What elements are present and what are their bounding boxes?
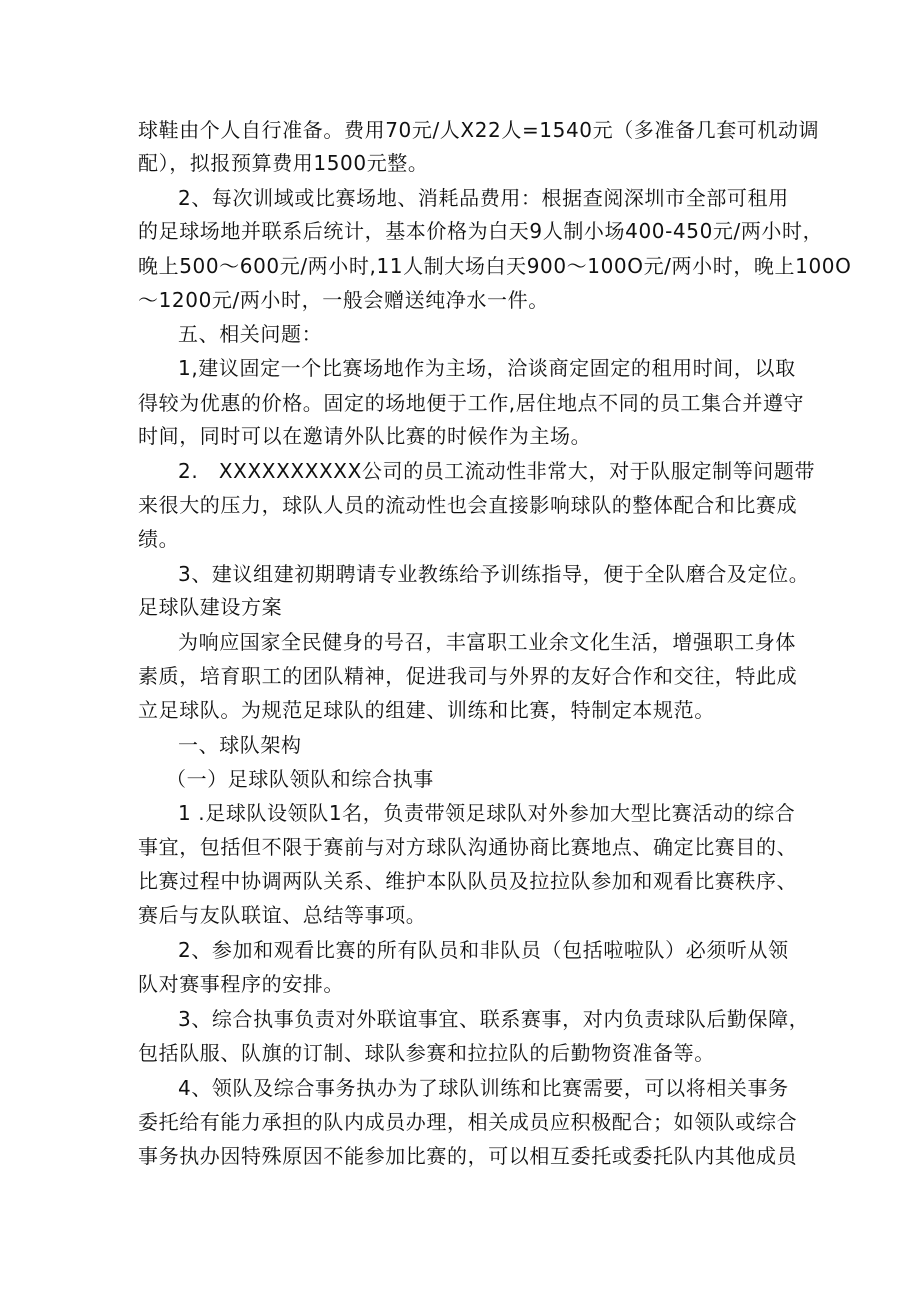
text-line: 赛后与友队联谊、总结等事项。 [138, 903, 427, 927]
text-line: 绩。 [138, 527, 180, 551]
text-line: 得较为优惠的价格。固定的场地便于工作,居住地点不同的员工集合并遵守 [138, 391, 805, 415]
text-line: 比赛过程中协调两队关系、维护本队队员及拉拉队参加和观看比赛秩序、 [138, 869, 798, 893]
text-line: 晚上500～600元/两小时,11人制大场白天900～100O元/两小时，晚上100O [138, 254, 852, 278]
text-line: 4、领队及综合事务执办为了球队训练和比赛需要，可以将相关事务 [178, 1076, 789, 1100]
document-title: 足球队建设方案 [138, 595, 283, 619]
text-line: 事宜，包括但不限于赛前与对方球队沟通协商比赛地点、确定比赛目的、 [138, 835, 798, 859]
section-heading: 一、球队架构 [178, 733, 302, 757]
text-line: 素质，培育职工的团队精神，促进我司与外界的友好合作和交往，特此成 [138, 664, 798, 688]
text-line: 包括队服、队旗的订制、球队参赛和拉拉队的后勤物资准备等。 [138, 1041, 715, 1065]
section-heading: 五、相关问题： [178, 322, 323, 346]
text-line: 3、建议组建初期聘请专业教练给予训练指导，便于全队磨合及定位。 [178, 562, 810, 586]
text-line: 为响应国家全民健身的号召，丰富职工业余文化生活，增强职工身体 [178, 630, 796, 654]
text-line: 1,建议固定一个比赛场地作为主场，洽谈商定固定的租用时间，以取 [178, 356, 796, 380]
text-line: 3、综合执事负责对外联谊事宜、联系赛事，对内负责球队后勤保障， [178, 1007, 810, 1031]
text-line: 时间，同时可以在邀请外队比赛的时候作为主场。 [138, 424, 592, 448]
text-line: 队对赛事程序的安排。 [138, 972, 344, 996]
text-line: 2、参加和观看比赛的所有队员和非队员（包括啦啦队）必须听从领 [178, 938, 789, 962]
text-line: 委托给有能力承担的队内成员办理，相关成员应积极配合；如领队或综合 [138, 1110, 798, 1134]
text-line: 配），拟报预算费用1500元整。 [138, 151, 429, 175]
text-line: 2. XXXXXXXXXX公司的员工流动性非常大，对于队服定制等问题带 [178, 459, 816, 483]
text-line: 球鞋由个人自行准备。费用70元/人X22人=1540元（多准备几套可机动调 [138, 118, 820, 142]
subsection-heading: （一）足球队领队和综合执事 [166, 767, 434, 791]
text-line: 2、每次训域或比赛场地、消耗品费用：根据查阅深圳市全部可租用 [178, 186, 789, 210]
text-line: ～1200元/两小时，一般会赠送纯净水一件。 [138, 288, 549, 312]
text-line: 立足球队。为规范足球队的组建、训练和比赛，特制定本规范。 [138, 698, 715, 722]
text-line: 1 .足球队设领队1名，负责带领足球队对外参加大型比赛活动的综合 [178, 801, 796, 825]
text-line: 来很大的压力，球队人员的流动性也会直接影响球队的整体配合和比赛成 [138, 493, 798, 517]
text-line: 事务执办因特殊原因不能参加比赛的，可以相互委托或委托队内其他成员 [138, 1144, 798, 1168]
text-line: 的足球场地并联系后统计，基本价格为白天9人制小场400-450元/两小时， [138, 219, 824, 243]
